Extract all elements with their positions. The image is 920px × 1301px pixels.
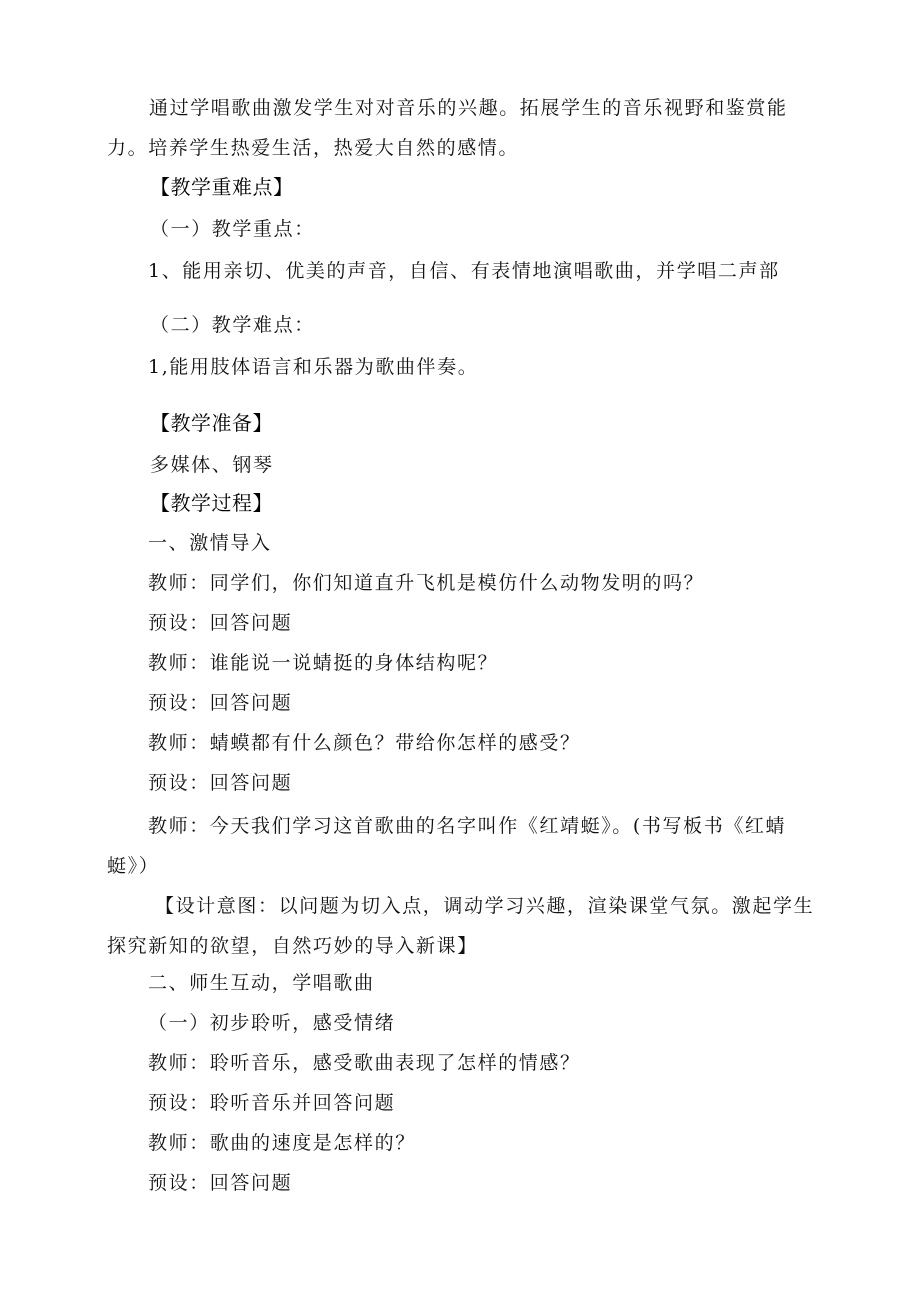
dialogue-line: 教师：蜻蟆都有什么颜色？带给你怎样的感受？ — [148, 732, 581, 754]
difficult-points-heading: （二）教学难点： — [150, 314, 315, 336]
dialogue-line: 教师：同学们，你们知道直升飞机是模仿什么动物发明的吗？ — [148, 572, 705, 594]
dialogue-line: 预设：聆听音乐并回答问题 — [148, 1092, 396, 1114]
design-intent-paragraph: 【设计意图：以问题为切入点，调动学习兴趣，渲染课堂气氛。激起学生探究新知的欲望，自然巧妙的导入新课】 — [107, 895, 815, 957]
teacher-intro-song-paragraph: 教师：今天我们学习这首歌曲的名字叫作《红靖蜓》。(书写板书《红蜻蜓》） — [107, 815, 787, 877]
dialogue-line: 预设：回答问题 — [148, 1172, 293, 1194]
key-points-heading: （一）教学重点： — [150, 218, 315, 240]
process-heading: 【教学过程】 — [150, 491, 273, 515]
subsection-1-title: （一）初步聆听，感受情绪 — [148, 1012, 396, 1034]
dialogue-line: 教师：歌曲的速度是怎样的？ — [148, 1132, 416, 1154]
dialogue-line: 预设：回答问题 — [148, 612, 293, 634]
dialogue-line: 预设：回答问题 — [148, 692, 293, 714]
dialogue-line: 教师：聆听音乐，感受歌曲表现了怎样的情感？ — [148, 1052, 581, 1074]
key-point-item: 1、能用亲切、优美的声音，自信、有表情地演唱歌曲，并学唱二声部 — [148, 260, 780, 282]
section-2-title: 二、师生互动，学唱歌曲 — [148, 972, 375, 994]
teaching-goal-paragraph: 通过学唱歌曲激发学生对对音乐的兴趣。拓展学生的音乐视野和鉴赏能力。培养学生热爱生活，热爱大自然的感情。 — [107, 97, 788, 159]
preparation-heading: 【教学准备】 — [150, 411, 273, 435]
dialogue-line: 预设：回答问题 — [148, 772, 293, 794]
section-1-title: 一、激情导入 — [148, 532, 272, 554]
key-difficult-heading: 【教学重难点】 — [150, 175, 294, 199]
preparation-text: 多媒体、钢琴 — [150, 454, 274, 476]
dialogue-line: 教师：谁能说一说蜻挺的身体结构呢？ — [148, 652, 499, 674]
difficult-point-item: 1,能用肢体语言和乐器为歌曲伴奏。 — [148, 356, 479, 378]
